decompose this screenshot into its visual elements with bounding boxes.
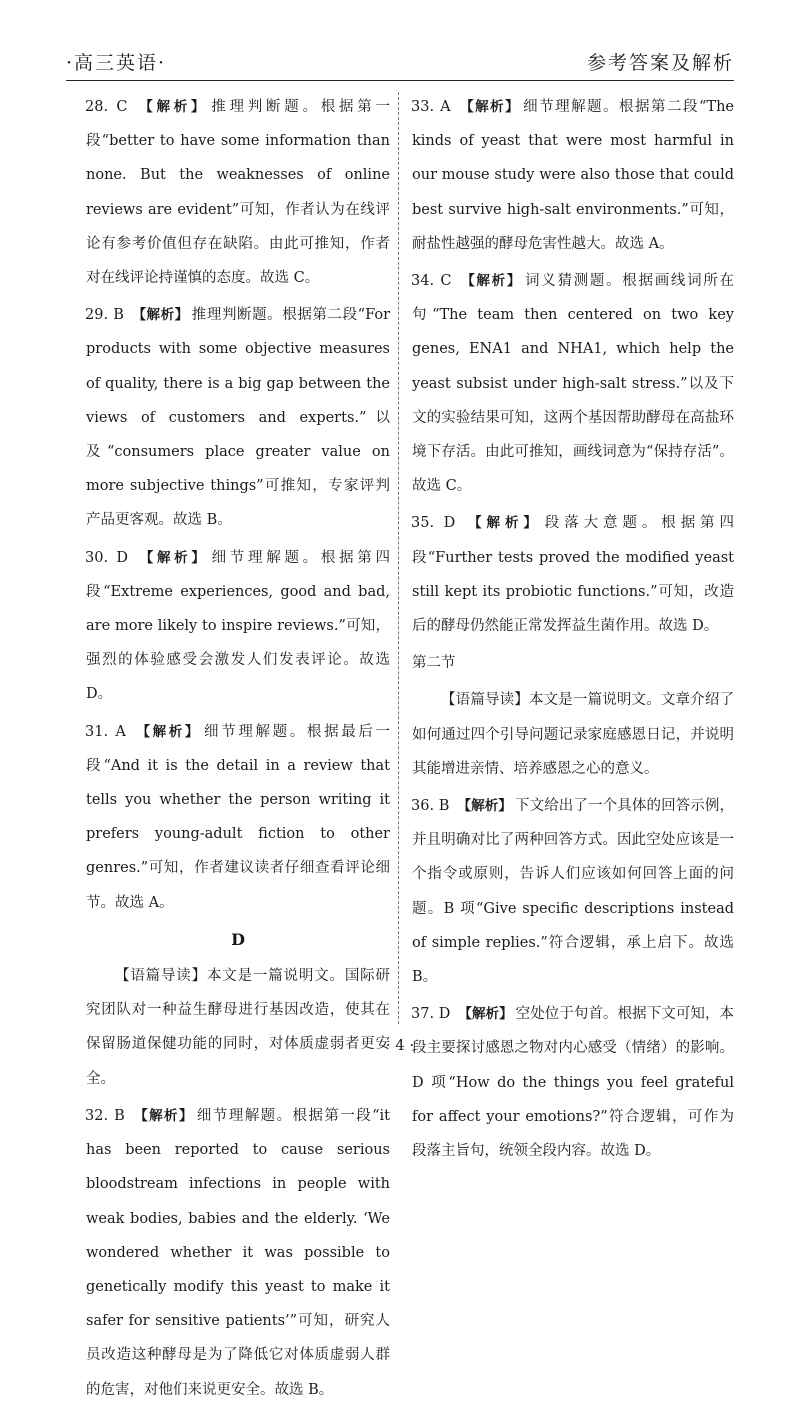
answer-explanation: 细节理解题。根据第一段“it has been reported to cause serious bloodstream infections in people with weak bodies, babies and the elderly. ‘We wondered whether it was possible to genetically modify this yeast to make it safer for sensitive patients’”可知，研究人员改造这种酵母是为了降低它对体质虚弱人群的危害，对他们来说更安全。故选 B。 xyxy=(86,1107,391,1398)
analysis-tag: 【解析】 xyxy=(458,99,521,115)
page-number: · 4 · xyxy=(385,1036,415,1054)
answer-31 xyxy=(86,715,390,920)
answer-number: 32. B xyxy=(85,1107,125,1124)
answer-explanation: 下文给出了一个具体的回答示例，并且明确对比了两种回答方式。因此空处应该是一个指令或原则，告诉人们应该如何回答上面的问题。B 项“Give specific descriptions instead of simple replies.”符合逻辑，承上启下。故选 B。 xyxy=(412,798,735,986)
answer-36 xyxy=(412,789,734,994)
answer-explanation: 细节理解题。根据最后一段“And it is the detail in a review that tells you whether the person writing it prefers young-adult fiction to other genres.”可知，作者建议读者仔细查看评论细节。故选 A。 xyxy=(86,723,391,911)
answer-29 xyxy=(86,298,390,537)
answer-33 xyxy=(412,90,734,261)
answer-32 xyxy=(86,1099,390,1407)
analysis-tag: 【解析】 xyxy=(131,307,189,324)
answer-explanation: 推理判断题。根据第二段“For products with some objective measures of quality, there is a big gap between the views of customers and experts.”以及“consumers place greater value on more subjective things”可推知，专家评判产品更客观。故选 B。 xyxy=(86,307,390,529)
answer-number: 29. B xyxy=(85,307,124,324)
answer-35 xyxy=(412,506,734,643)
answer-number: 37. D xyxy=(411,1006,451,1023)
answer-explanation: 推理判断题。根据第一段“better to have some information than none. But the weaknesses of online reviews are evident”可知，作者认为在线评论有参考价值但存在缺陷。由此可推知，作者对在线评论持谨慎的态度。故选 C。 xyxy=(86,99,391,287)
answer-number: 35. D xyxy=(411,515,456,532)
answer-number: 34. C xyxy=(411,273,452,290)
analysis-tag: 【解析】 xyxy=(457,798,512,815)
answer-number: 33. A xyxy=(411,99,451,115)
answer-34 xyxy=(412,264,734,503)
header-rule xyxy=(66,80,734,81)
answer-explanation: 细节理解题。根据第四段“Extreme experiences, good and bad, are more likely to inspire reviews.”可知，强烈的体验感受会激发人们发表评论。故选 D。 xyxy=(86,549,391,703)
section-d-title: D xyxy=(231,929,245,949)
header-title: 参考答案及解析 xyxy=(586,52,734,74)
column-divider xyxy=(398,92,399,1024)
left-column xyxy=(86,90,390,1410)
analysis-tag: 【解析】 xyxy=(458,1006,513,1023)
analysis-tag: 【解析】 xyxy=(133,723,202,740)
analysis-tag: 【解析】 xyxy=(459,273,523,290)
right-column xyxy=(412,90,734,1171)
header-subject: ·高三英语· xyxy=(66,52,167,74)
passage-guide-section-2: 【语篇导读】本文是一篇说明文。文章介绍了如何通过四个引导问题记录家庭感恩日记，并说明其能增进亲情、培养感恩之心的意义。 xyxy=(412,692,734,777)
analysis-tag: 【解析】 xyxy=(132,1107,194,1124)
answer-explanation: 空处位于句首。根据下文可知，本段主要探讨感恩之物对内心感受（情绪）的影响。D 项“How do the things you feel grateful for affect your emotions?”符合逻辑，可作为段落主旨句，统领全段内容。故选 D。 xyxy=(412,1006,735,1160)
answer-explanation: 词义猜测题。根据画线词所在句“The team then centered on two key genes, ENA1 and NHA1, which help the yeast subsist under high-salt stress.”以及下文的实验结果可知，这两个基因帮助酵母在高盐环境下存活。由此可推知，画线词意为“保持存活”。故选 C。 xyxy=(412,273,735,495)
answer-number: 31. A xyxy=(85,723,126,740)
analysis-tag: 【解析】 xyxy=(136,549,209,566)
answer-30 xyxy=(86,541,390,712)
answer-28 xyxy=(86,90,390,295)
analysis-tag: 【解析】 xyxy=(463,515,542,532)
answer-37 xyxy=(412,997,734,1168)
answer-explanation: 段落大意题。根据第四段“Further tests proved the modified yeast still kept its probiotic functions.”可知，改造后的酵母仍然能正常发挥益生菌作用。故选 D。 xyxy=(412,515,735,635)
answer-number: 30. D xyxy=(85,549,129,566)
analysis-tag: 【解析】 xyxy=(135,99,209,115)
answer-number: 28. C xyxy=(85,99,128,115)
section-2-title: 第二节 xyxy=(412,655,456,672)
answer-number: 36. B xyxy=(411,798,450,815)
answer-explanation: 细节理解题。根据第二段“The kinds of yeast that were most harmful in our mouse study were also those that could best survive high-salt environments.”可知，耐盐性越强的酵母危害性越大。故选 A。 xyxy=(412,99,735,252)
passage-guide-d: 【语篇导读】本文是一篇说明文。国际研究团队对一种益生酵母进行基因改造，使其在保留肠道保健功能的同时，对体质虚弱者更安全。 xyxy=(86,968,390,1087)
